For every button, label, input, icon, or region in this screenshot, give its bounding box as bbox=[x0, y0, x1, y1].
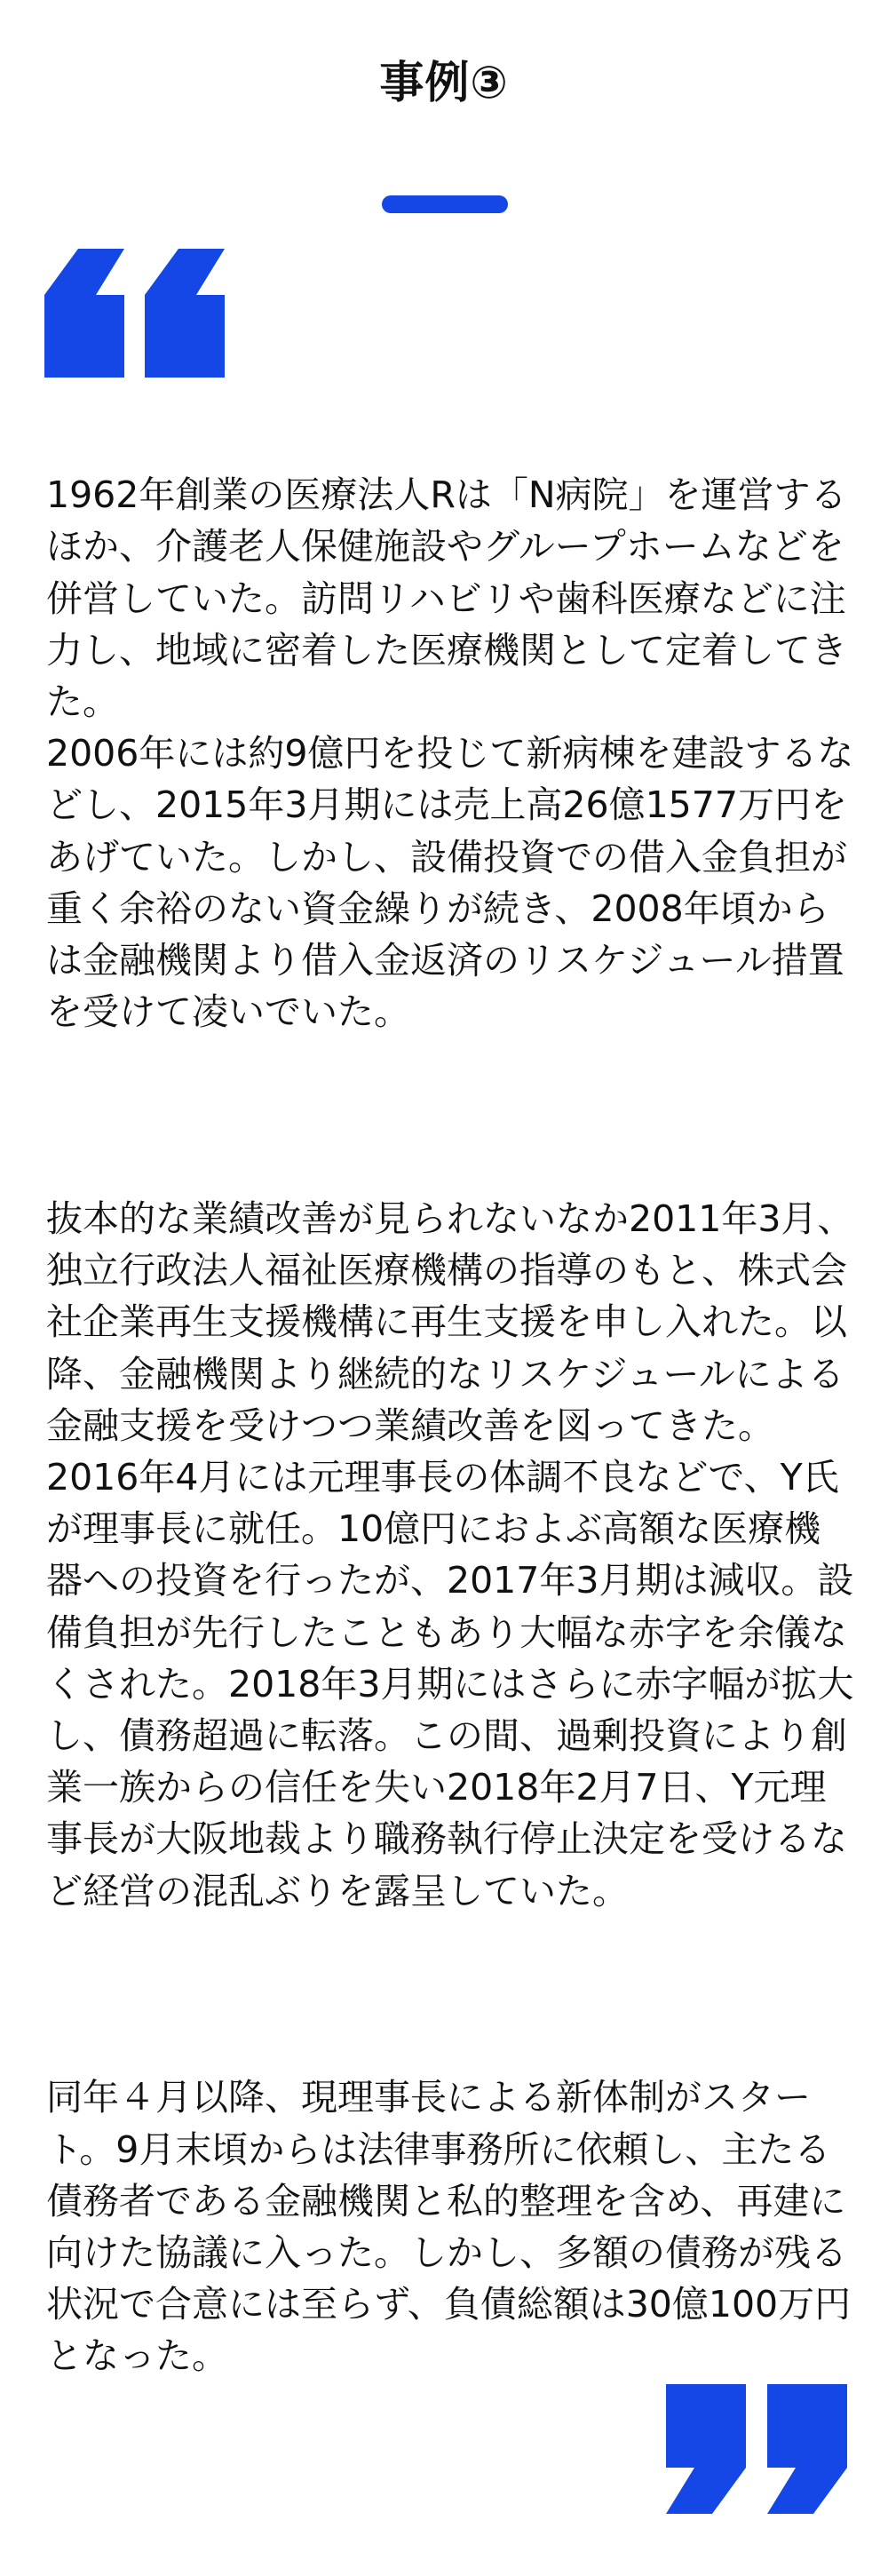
open-quote-icon bbox=[44, 249, 225, 378]
close-quote-mark-right bbox=[767, 2384, 847, 2514]
paragraph-3: 同年４月以降、現理事長による新体制がスタート。9月末頃からは法律事務所に依頼し、主たる債務者である金融機関と私的整理を含め、再建に向けた協議に入った。しかし、多額の債務が残る状況で合意には至らず、負債総額は30億100万円となった。 bbox=[46, 2076, 852, 2378]
open-quote-mark-right bbox=[145, 249, 225, 378]
paragraph-gap bbox=[46, 1090, 854, 1141]
close-quote-mark-left bbox=[666, 2384, 746, 2514]
close-quote-icon bbox=[666, 2384, 847, 2514]
paragraph-1: 1962年創業の医療法人Rは「N病院」を運営するほか、介護老人保健施設やグループホームなどを併営していた。訪問リハビリや歯科医療などに注力し、地域に密着した医療機関として定着してきた。 2006年には約9億円を投じて新病棟を建設するなどし、2015年3月期には売上高26億1577万円をあげていた。しかし、設備投資での借入金負担が重く余裕のない資金繰りが続き、2008年頃からは金融機関より借入金返済のリスケジュール措置を受けて凌いでいた。 bbox=[46, 473, 854, 1034]
title-underline bbox=[382, 195, 508, 213]
paragraph-gap bbox=[46, 1968, 854, 2020]
paragraph-2: 抜本的な業績改善が見られないなか2011年3月、独立行政法人福祉医療機構の指導のもと、株式会社企業再生支援機構に再生支援を申し入れた。以降、金融機関より継続的なリスケジュールによる金融支援を受けつつ業績改善を図ってきた。 2016年4月には元理事長の体調不良などで、Y氏が理事長に就任。10億円におよぶ高額な医療機器への投資を行ったが、2017年3月期は減収。設備負担が先行したこともあり大幅な赤字を余儀なくされた。2018年3月期にはさらに赤字幅が拡大し、債務超過に転落。この間、過剰投資により創業一族からの信任を失い2018年2月7日、Y元理事長が大阪地裁より職務執行停止決定を受けるなど経営の混乱ぶりを露呈していた。 bbox=[46, 1197, 854, 1912]
case-body bbox=[46, 417, 854, 2434]
page-title: 事例③ bbox=[379, 57, 509, 108]
open-quote-mark-left bbox=[44, 249, 124, 378]
